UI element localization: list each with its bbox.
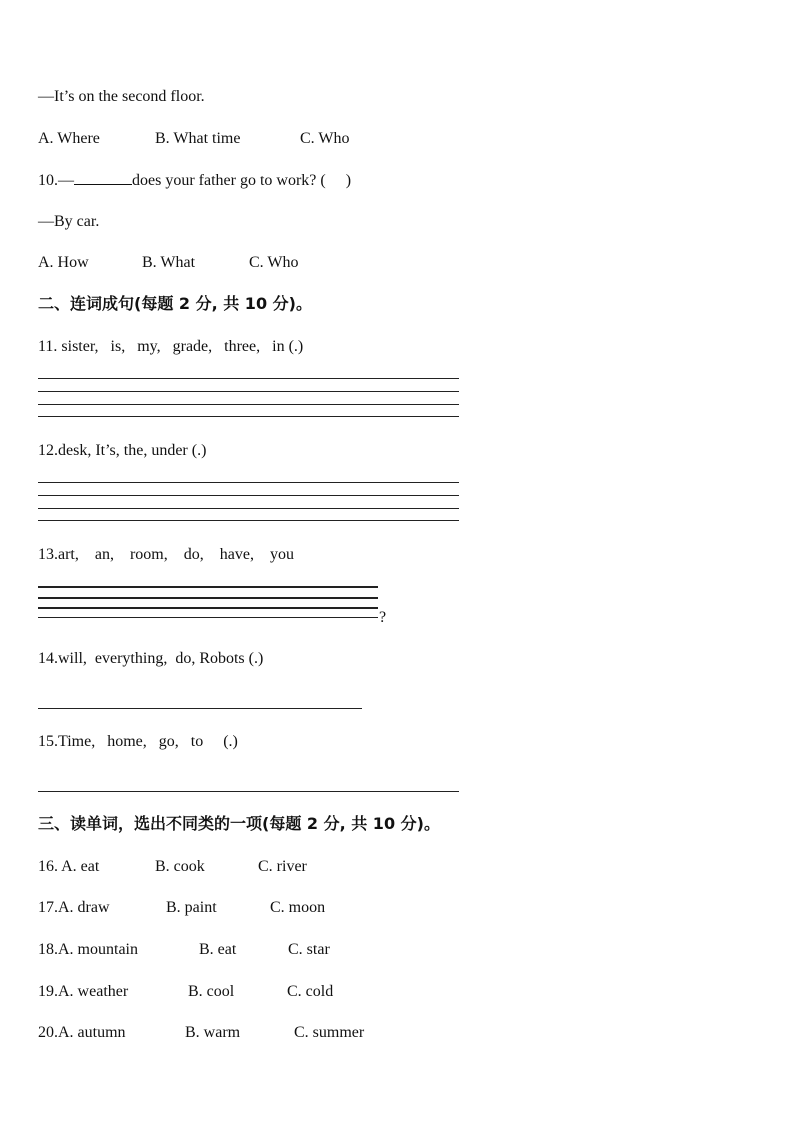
writing-line [38,520,459,521]
q14-writing-line[interactable] [38,708,362,709]
q13-question-mark: ? [379,609,387,626]
q16-option-c: C. river [258,858,307,875]
q18-option-c: C. star [288,941,330,958]
q20-option-c: C. summer [294,1024,365,1041]
q10-option-c: C. Who [249,254,299,271]
q19-option-a: 19.A. weather [38,983,129,1000]
q9-option-b: B. What time [155,130,241,147]
writing-line [38,597,378,599]
q9-option-c: C. Who [300,130,350,147]
writing-line [38,495,459,496]
q10-stem [38,170,351,191]
q10-answer-line: —By car. [38,213,100,230]
writing-line [38,416,459,417]
q14-prompt: 14.will, everything, do, Robots (.) [38,650,264,667]
writing-line [38,508,459,509]
q11-prompt: 11. sister, is, my, grade, three, in (.) [38,338,304,355]
writing-line [38,607,378,609]
q10-option-a: A. How [38,254,89,271]
q15-writing-line[interactable] [38,791,459,792]
q9-answer-line: —It’s on the second floor. [38,88,205,105]
writing-line [38,378,459,379]
writing-line [38,617,378,618]
q19-option-b: B. cool [188,983,235,1000]
section2-heading: 二、连词成句(每题 2 分, 共 10 分)。 [38,294,312,313]
q17-option-c: C. moon [270,899,326,916]
section3-heading: 三、读单词，选出不同类的一项(每题 2 分, 共 10 分)。 [38,814,440,833]
q10-number: 10.— [38,172,74,189]
writing-line [38,482,459,483]
q10-stem-text: does your father go to work? ( ) [132,172,352,189]
q10-option-b: B. What [142,254,196,271]
q20-option-a: 20.A. autumn [38,1024,126,1041]
q19-option-c: C. cold [287,983,334,1000]
q10-answer-blank[interactable] [74,170,132,185]
q13-prompt: 13.art, an, room, do, have, you [38,546,294,563]
q17-option-b: B. paint [166,899,217,916]
q12-prompt: 12.desk, It’s, the, under (.) [38,442,207,459]
q17-option-a: 17.A. draw [38,899,110,916]
q15-prompt: 15.Time, home, go, to (.) [38,733,238,750]
q18-option-a: 18.A. mountain [38,941,138,958]
q9-option-a: A. Where [38,130,100,147]
q18-option-b: B. eat [199,941,237,958]
writing-line [38,586,378,588]
q16-option-a: 16. A. eat [38,858,100,875]
writing-line [38,391,459,392]
q16-option-b: B. cook [155,858,205,875]
q20-option-b: B. warm [185,1024,241,1041]
writing-line [38,404,459,405]
